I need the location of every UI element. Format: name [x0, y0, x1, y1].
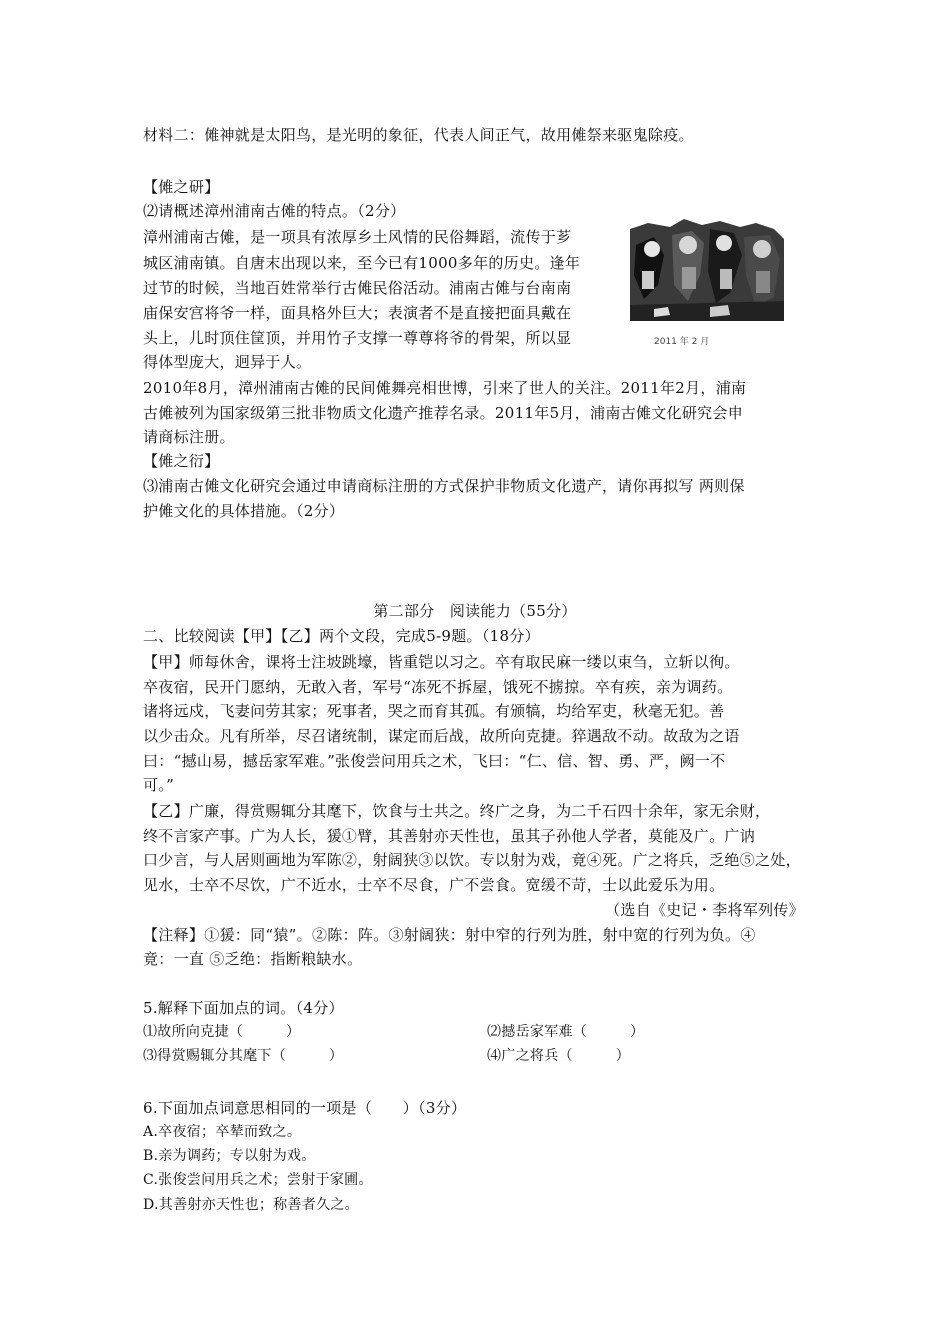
passage-yi-line: 终不言家产事。广为人长，猨①臂，其善射亦天性也，虽其子孙他人学者，莫能及广。广讷 [143, 827, 756, 845]
passage-jia-line: 诸将远戍，飞妻问劳其家；死事者，哭之而育其孤。有颁犒，均给军吏，秋毫无犯。善 [143, 702, 725, 720]
research-para1-line: 头上，儿时顶住筐顶，并用竹子支撑一尊尊将爷的骨架，所以显 [143, 329, 572, 347]
question-6-option: A.卒夜宿；卒辇而致之。 [143, 1124, 302, 1140]
question-6-option: D.其善射亦天性也；称善者久之。 [143, 1197, 359, 1213]
question-5-item: ⑷广之将兵（ ） [487, 1048, 630, 1064]
passage-yi-line: 【乙】广廉，得赏赐辄分其麾下，饮食与士共之。终广之身，为二千石四十余年，家无余财， [143, 802, 771, 820]
passage-yi-line: 口少言，与人居则画地为军陈②，射阔狭③以饮。专以射为戏，竟④死。广之将兵，乏绝⑤之处， [143, 851, 801, 869]
nuo-dance-photo [624, 215, 792, 349]
passage-jia-line: 曰：“撼山易，撼岳家军难。”张俊尝问用兵之术，飞曰：“仁、信、智、勇、严，阙一不 [143, 752, 726, 770]
question-5-title: 5.解释下面加点的词。（4分） [143, 999, 344, 1017]
notes-line: 竟：一直 ⑤乏绝：指断粮缺水。 [143, 950, 363, 968]
passage-jia-line: 可。” [143, 776, 175, 794]
research-para2-line: 2010年8月，漳州浦南古傩的民间傩舞亮相世博，引来了世人的关注。2011年2月，浦南 [143, 379, 747, 397]
research-para1-line: 得体型庞大，迥异于人。 [143, 353, 312, 371]
research-para1-line: 漳州浦南古傩，是一项具有浓厚乡土风情的民俗舞蹈，流传于芗 [143, 228, 572, 246]
research-para2-line: 请商标注册。 [143, 428, 235, 446]
research-para1-line: 城区浦南镇。自唐末出现以来，至今已有1000多年的历史。逢年 [143, 254, 581, 272]
question-5-item: ⑴故所向克捷（ ） [143, 1024, 301, 1040]
section-two-head: 二、比较阅读【甲】【乙】两个文段，完成5-9题。（18分） [143, 627, 540, 645]
question-6-option: B.亲为调药；专以射为戏。 [143, 1148, 316, 1164]
notes-line: 【注释】①猨：同“猿”。②陈：阵。③射阔狭：射中窄的行列为胜，射中宽的行列为负。④ [143, 926, 756, 944]
question-3-line: ⑶浦南古傩文化研究会通过申请商标注册的方式保护非物质文化遗产，请你再拟写 两则保 [143, 477, 745, 495]
question-2: ⑵请概述漳州浦南古傩的特点。（2分） [143, 202, 406, 220]
extension-heading: 【傩之衍】 [143, 452, 220, 470]
research-para2-line: 古傩被列为国家级第三批非物质文化遗产推荐名录。2011年5月，浦南古傩文化研究会申 [143, 404, 744, 422]
material-two: 材料二：傩神就是太阳鸟，是光明的象征，代表人间正气，故用傩祭来驱鬼除疫。 [143, 126, 694, 144]
passage-jia-line: 【甲】师每休舍，课将士注坡跳壕，皆重铠以习之。卒有取民麻一缕以束刍，立斩以徇。 [143, 653, 740, 671]
question-6-title: 6.下面加点词意思相同的一项是（ ）（3分） [143, 1099, 467, 1117]
question-5-item: ⑶得赏赐辄分其麾下（ ） [143, 1048, 344, 1064]
research-heading: 【傩之研】 [143, 178, 220, 196]
passage-jia-line: 以少击众。凡有所举，尽召诸统制，谋定而后战，故所向克捷。猝遇敌不动。故敌为之语 [143, 727, 740, 745]
part-two-title: 第二部分 阅读能力（55分） [373, 602, 577, 620]
passage-jia-line: 卒夜宿，民开门愿纳，无敢入者，军号“冻死不拆屋，饿死不掳掠。卒有疾，亲为调药。 [143, 678, 733, 696]
research-para1-line: 过节的时候，当地百姓常举行古傩民俗活动。浦南古傩与台南南 [143, 279, 572, 297]
question-5-item: ⑵撼岳家军难（ ） [487, 1024, 645, 1040]
research-para1-line: 庙保安宫将爷一样，面具格外巨大；表演者不是直接把面具戴在 [143, 304, 572, 322]
photo-caption: 2011 年 2 月 [654, 337, 710, 347]
question-3-line: 护傩文化的具体措施。（2分） [143, 502, 345, 520]
passage-yi-line: 见水，士卒不尽饮，广不近水，士卒不尽食，广不尝食。宽缓不苛，士以此爱乐为用。 [143, 876, 725, 894]
question-6-option: C.张俊尝问用兵之术；尝射于家圃。 [143, 1172, 373, 1188]
passage-source: （选自《史记・李将军列传》 [605, 901, 804, 919]
